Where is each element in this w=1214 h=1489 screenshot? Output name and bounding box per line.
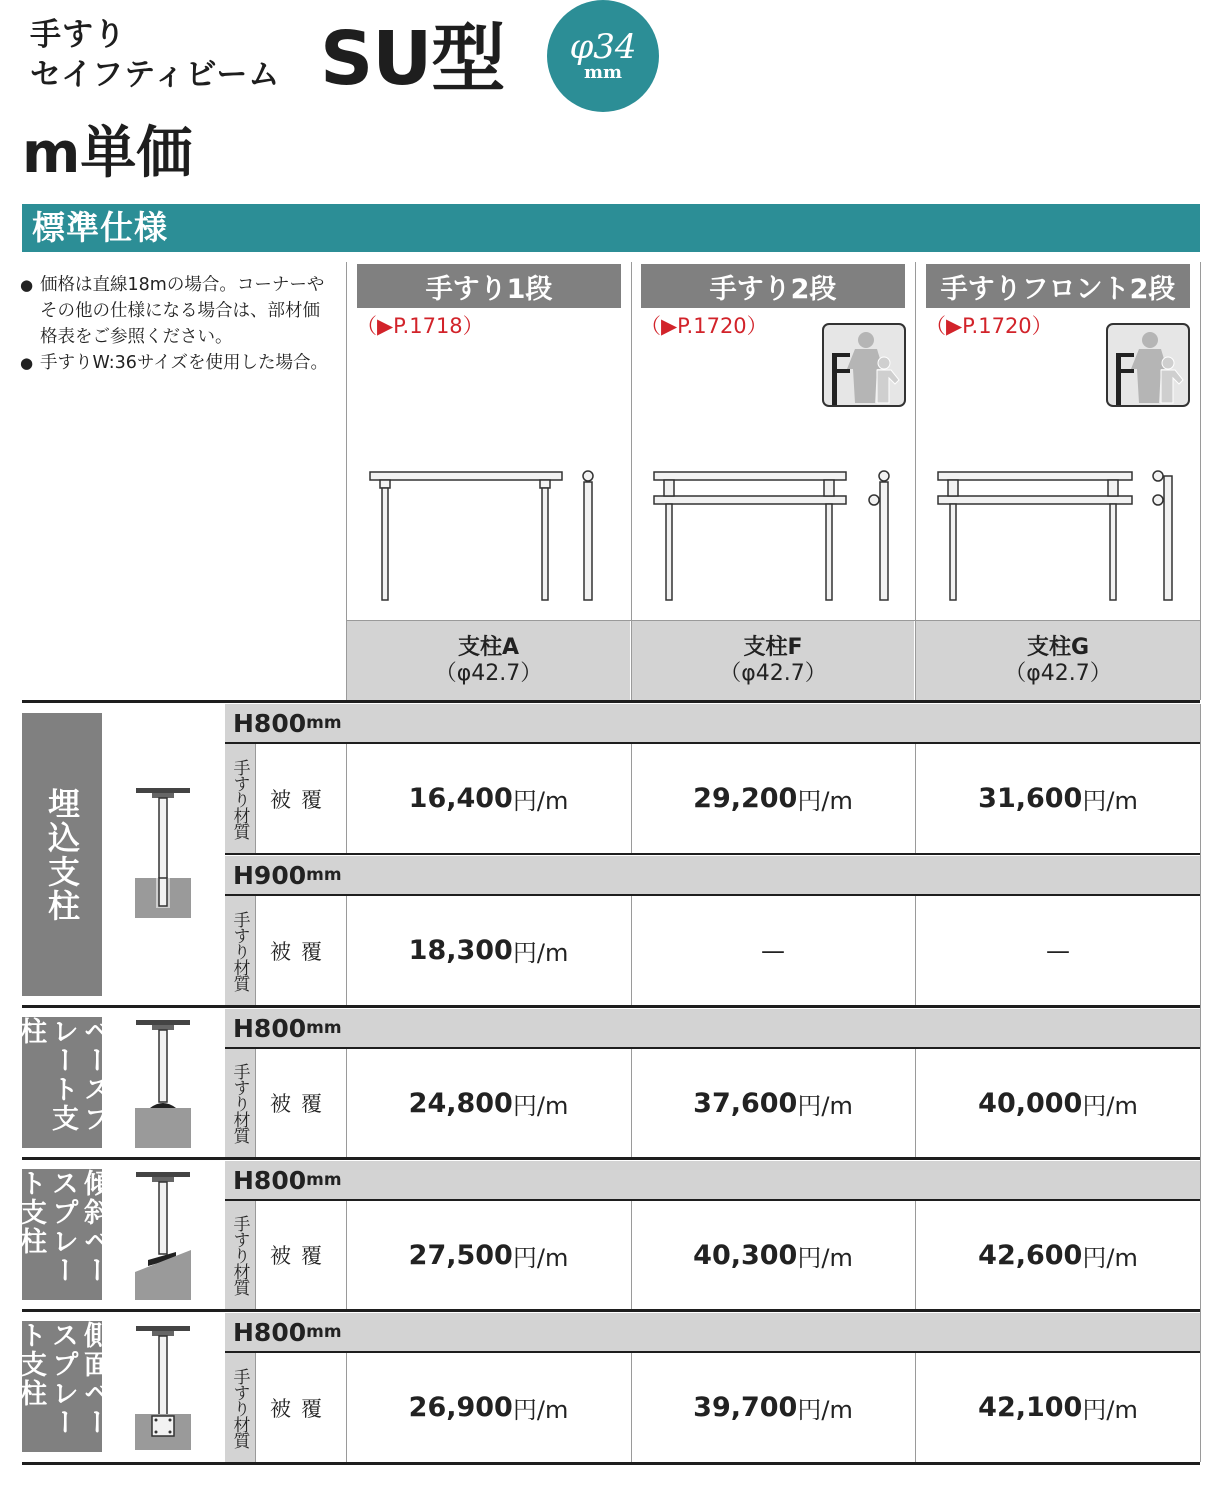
material-label: 手すり材質 (225, 1353, 255, 1462)
grid-line (1200, 704, 1201, 1462)
grid-line (346, 1049, 347, 1157)
price-cell: 40,300 円/m (693, 1239, 853, 1272)
price-cell: 39,700 円/m (693, 1392, 853, 1424)
grid-line (915, 1049, 916, 1157)
table-bottom-rule (22, 1462, 1200, 1465)
grid-line (346, 1353, 347, 1462)
embedded-post-icon (132, 786, 194, 920)
price-cell-empty: — (1046, 936, 1070, 965)
kind-label: 被覆 (270, 1396, 332, 1421)
grid-line (255, 896, 256, 1005)
post-name: 支柱F (743, 634, 803, 660)
price-cell: 40,000 円/m (978, 1087, 1138, 1120)
side-base-plate-post-icon (132, 1322, 194, 1452)
grid-line (346, 1201, 347, 1309)
height-row: H900 mm (225, 856, 1200, 894)
grid-line (915, 744, 916, 853)
grid-line (255, 744, 256, 853)
grid-line (255, 1201, 256, 1309)
post-name: 支柱G (1026, 634, 1090, 660)
model-name: SU型 (320, 16, 505, 102)
product-line-2: セイフティビーム (30, 57, 281, 93)
category-side-base-plate: 側面ベースプレート支柱 (22, 1321, 102, 1452)
row-rule (225, 853, 1200, 855)
notes (20, 272, 345, 376)
row-rule (22, 1005, 1200, 1008)
price-cell: 16,400 円/m (408, 783, 569, 815)
material-label: 手すり材質 (225, 1201, 255, 1309)
base-plate-post-icon (132, 1016, 194, 1150)
material-label: 手すり材質 (225, 1049, 255, 1157)
product-line-1: 手すり (30, 17, 126, 53)
height-row: H800 mm (225, 1161, 1200, 1199)
grid-line (346, 744, 347, 853)
page-ref-2[interactable]: （▶P.1720） (640, 314, 768, 338)
badge-unit: mm (583, 62, 623, 83)
row-rule (22, 1309, 1200, 1312)
kind-label: 被覆 (270, 1244, 332, 1268)
category-slope-base-plate: 傾斜ベースプレート支柱 (22, 1169, 102, 1300)
grid-line (631, 744, 632, 853)
grid-line (1200, 262, 1201, 700)
category-base-plate: ベースプレート支柱 (22, 1017, 102, 1148)
grid-line (631, 1353, 632, 1462)
page-ref-3[interactable]: （▶P.1720） (925, 314, 1053, 338)
kind-label: 被覆 (270, 939, 332, 964)
row-rule (22, 1157, 1200, 1160)
grid-line (915, 1353, 916, 1462)
grid-line (255, 1353, 256, 1462)
page-subtitle: m単価 (22, 121, 193, 186)
material-label: 手すり材質 (225, 744, 255, 853)
badge-main: φ34 (569, 27, 637, 67)
post-cell-g (916, 621, 1200, 700)
price-cell: 31,600 円/m (978, 783, 1138, 815)
grid-line (915, 1201, 916, 1309)
railing-one-tier-icon (366, 466, 602, 606)
railing-front-two-tier-icon (934, 466, 1176, 606)
price-cell: 42,100 円/m (978, 1392, 1138, 1424)
note-2: ● 手すりW:36サイズを使用した場合。 (20, 350, 345, 376)
post-cell-f (632, 621, 914, 700)
kind-label: 被覆 (270, 787, 332, 812)
col-header-3: 手すりフロント2段 (926, 264, 1190, 308)
price-cell: 42,600 円/m (978, 1239, 1138, 1272)
family-handrail-icon (822, 323, 906, 407)
table-top-rule (22, 700, 1200, 703)
section-band: 標準仕様 (22, 204, 1200, 252)
post-diameter: （φ42.7） (719, 660, 827, 686)
price-cell: 37,600 円/m (693, 1087, 853, 1120)
note-1: ● 価格は直線18mの場合。コーナーや その他の仕様になる場合は、部材価 格表をご参照ください。 (20, 272, 345, 350)
col-header-1: 手すり1段 (357, 264, 621, 308)
price-cell: 27,500 円/m (408, 1239, 569, 1272)
diameter-badge (547, 0, 659, 112)
post-diameter: （φ42.7） (1004, 660, 1112, 686)
category-embedded: 埋込支柱 (22, 713, 102, 996)
grid-line (255, 1049, 256, 1157)
price-cell: 18,300 円/m (408, 935, 569, 967)
grid-line (631, 1201, 632, 1309)
grid-line (631, 1049, 632, 1157)
railing-two-tier-icon (650, 466, 890, 606)
material-label: 手すり材質 (225, 896, 255, 1005)
price-cell-empty: — (761, 936, 785, 965)
grid-line (631, 896, 632, 1005)
kind-label: 被覆 (270, 1092, 332, 1116)
height-row: H800 mm (225, 704, 1200, 742)
col-header-2: 手すり2段 (641, 264, 905, 308)
post-diameter: （φ42.7） (434, 660, 543, 686)
price-cell: 26,900 円/m (408, 1392, 569, 1424)
price-cell: 29,200 円/m (693, 783, 853, 815)
height-row: H800 mm (225, 1009, 1200, 1047)
grid-line (346, 896, 347, 1005)
family-handrail-icon (1106, 323, 1190, 407)
page-ref-1[interactable]: （▶P.1718） (356, 314, 484, 338)
grid-line (915, 896, 916, 1005)
slope-base-plate-post-icon (132, 1168, 194, 1302)
height-row: H800 mm (225, 1313, 1200, 1351)
price-cell: 24,800 円/m (408, 1087, 569, 1120)
post-name: 支柱A (457, 634, 520, 660)
post-cell-a (347, 621, 630, 700)
